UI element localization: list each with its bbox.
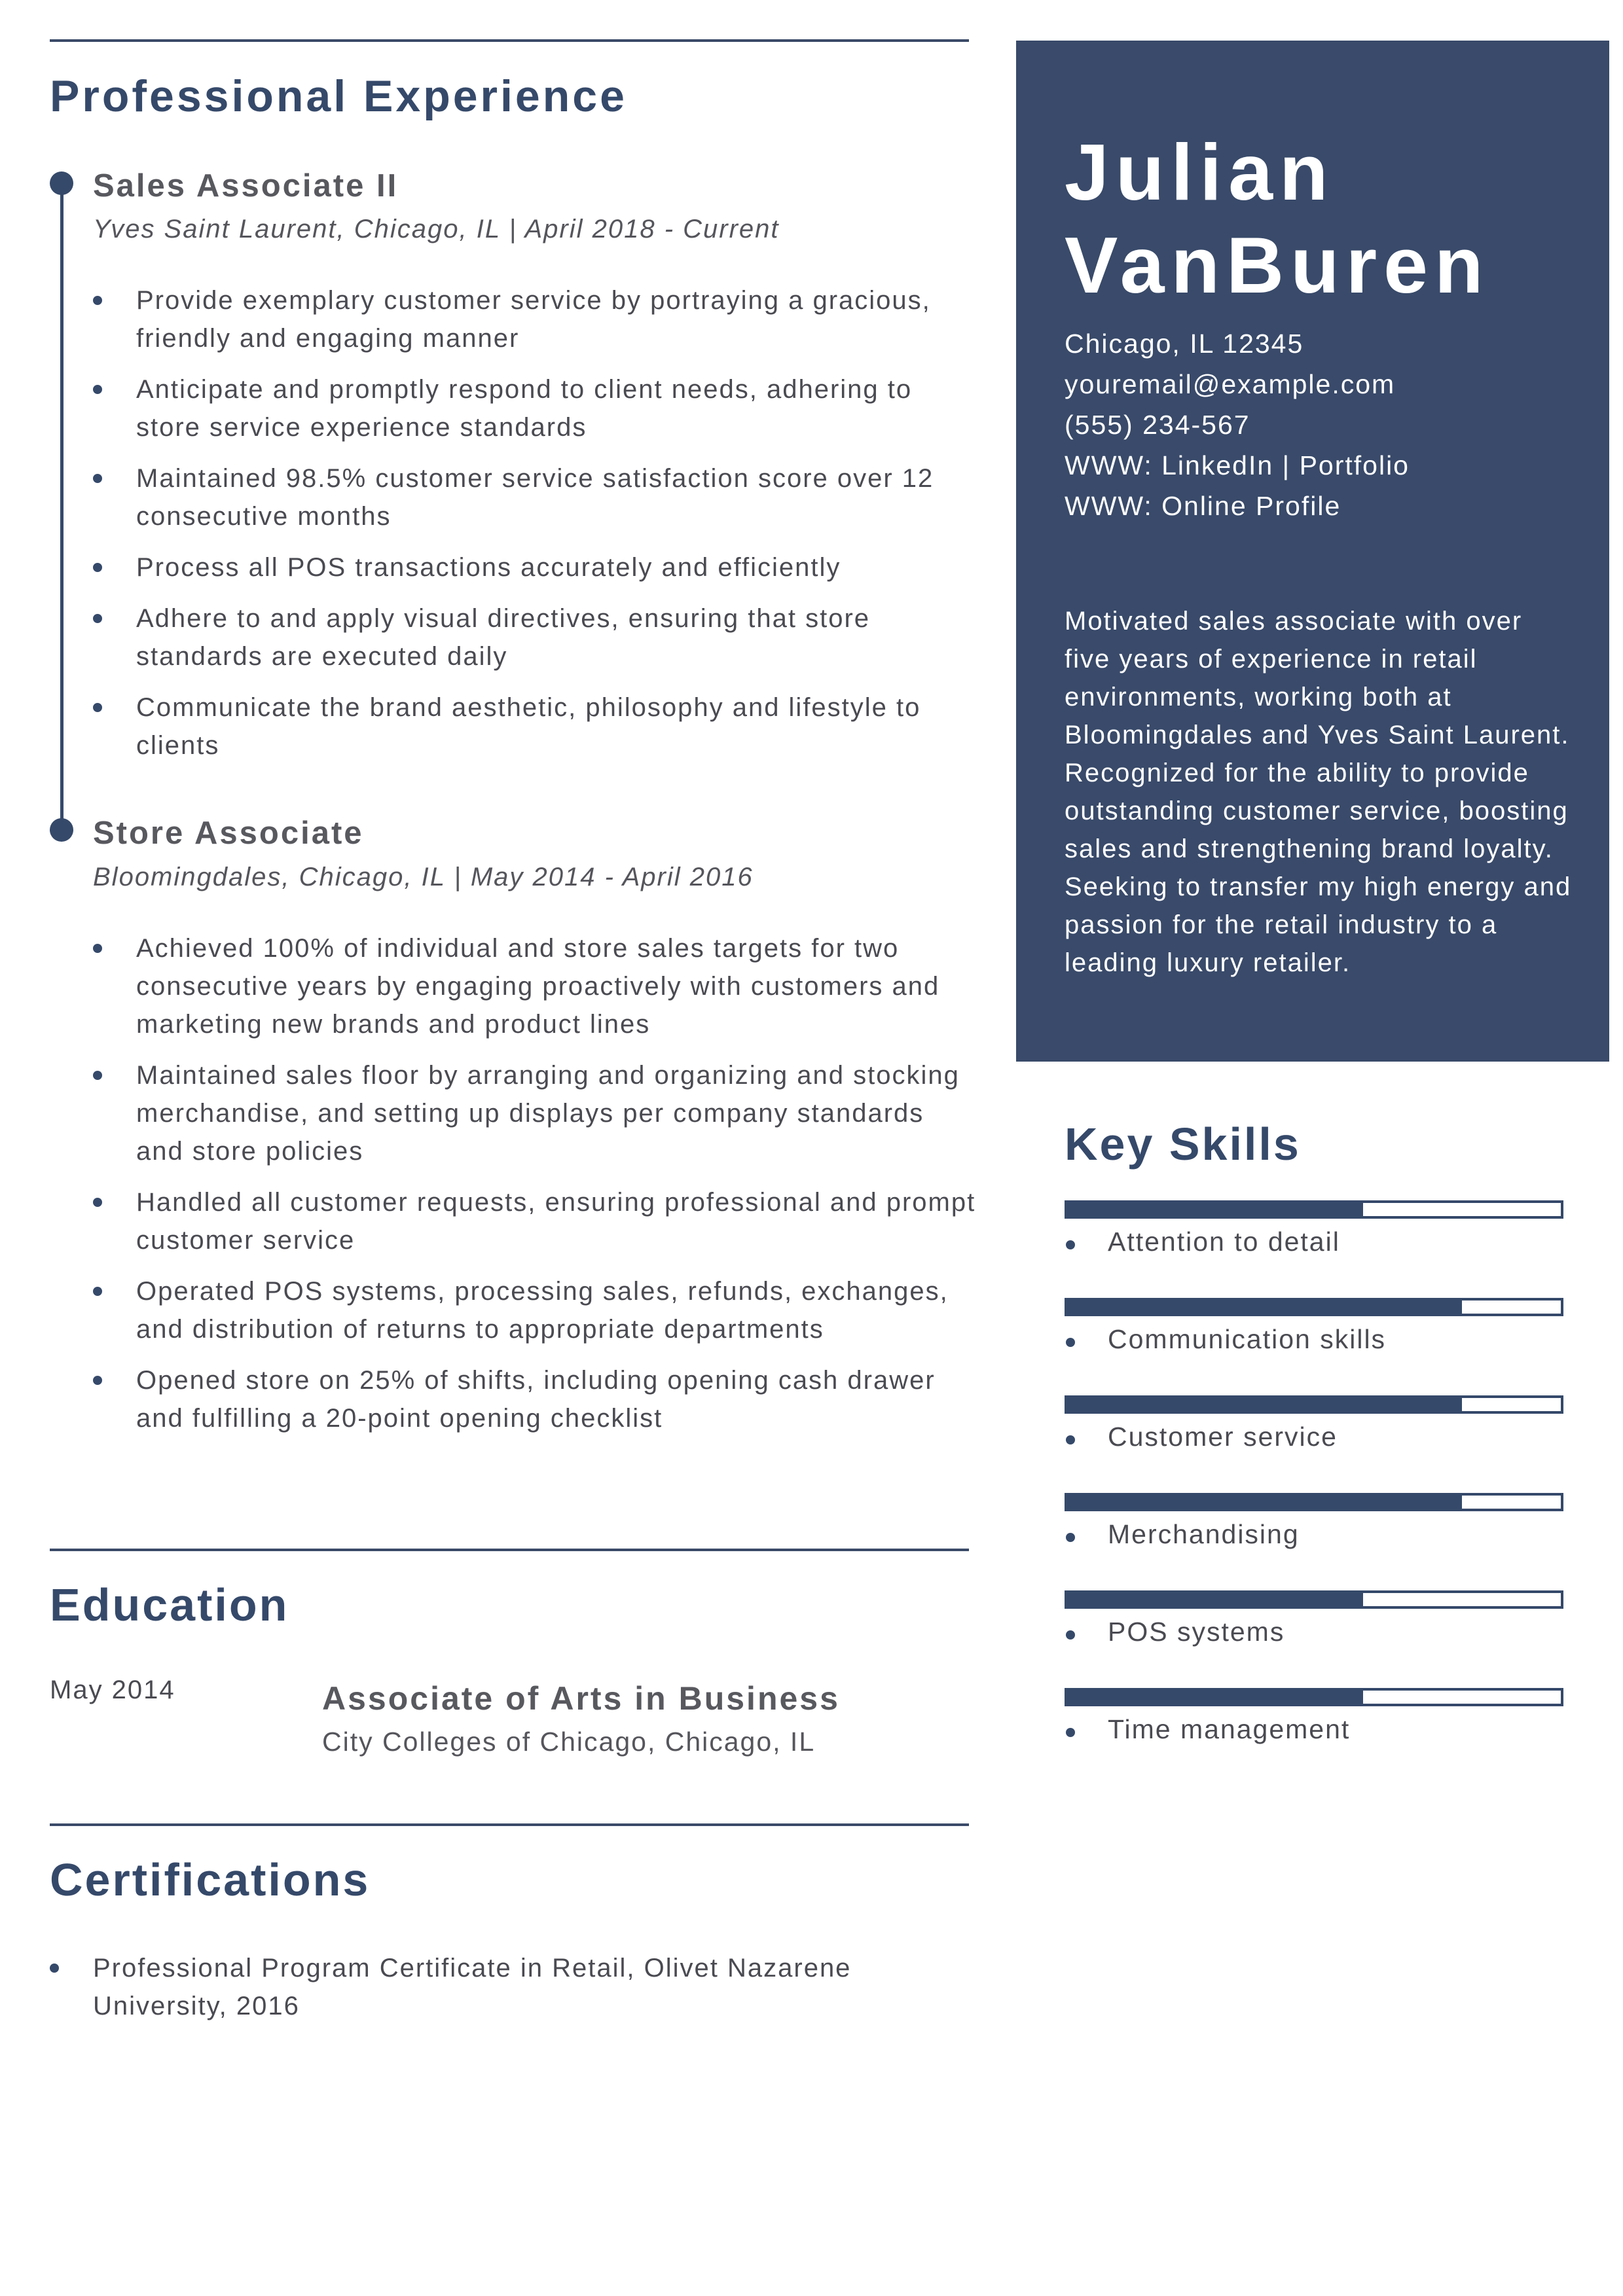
list-item: Process all POS transactions accurately and efficiently	[93, 548, 977, 586]
bullet-icon	[93, 1071, 102, 1080]
last-name: VanBuren	[1065, 221, 1490, 310]
bullet-icon	[93, 385, 102, 394]
education-rule	[50, 1549, 969, 1551]
timeline-dot-job-2	[50, 818, 73, 842]
education-date: May 2014	[50, 1676, 175, 1704]
skill-bar	[1065, 1590, 1563, 1609]
education-heading: Education	[50, 1579, 289, 1630]
job-location-dates: , Chicago, IL | April 2018 - Current	[337, 215, 780, 243]
experience-rule	[50, 39, 969, 42]
list-item: Handled all customer requests, ensuring professional and prompt customer service	[93, 1183, 977, 1259]
skill-bar	[1065, 1395, 1563, 1414]
job-employer-dates	[93, 215, 780, 244]
first-name: Julian	[1065, 128, 1335, 217]
header-sidebar	[1016, 41, 1609, 1062]
skill-item	[1065, 1688, 1563, 1780]
job-employer: Bloomingdales	[93, 863, 282, 891]
skill-bar-fill	[1067, 1593, 1363, 1606]
skill-item	[1065, 1590, 1563, 1682]
bullet-icon	[93, 1198, 102, 1207]
bullet-icon	[93, 703, 102, 712]
job-location-dates: , Chicago, IL | May 2014 - April 2016	[282, 863, 754, 891]
skill-label: Merchandising	[1108, 1519, 1300, 1549]
experience-heading: Professional Experience	[50, 71, 627, 121]
bullet-icon	[93, 474, 102, 483]
skill-bar	[1065, 1688, 1563, 1706]
job-employer-dates	[93, 863, 754, 892]
timeline-line	[60, 190, 64, 838]
education-degree: Associate of Arts in Business	[322, 1680, 840, 1717]
bullet-icon	[1066, 1435, 1075, 1444]
bullet-icon	[1066, 1338, 1075, 1347]
bullet-icon	[93, 563, 102, 572]
professional-summary: Motivated sales associate with over five years of experience in retail environments, working both at Bloomingdales and Yves Saint Laurent. Recognized for the ability to provide outstanding customer service, boosting sales and strengthening brand loyalty. Seeking to transfer my high energy and passion for the retail industry to a leading luxury retailer.	[1065, 607, 1572, 977]
bullet-icon	[1066, 1630, 1075, 1640]
education-school: City Colleges of Chicago, Chicago, IL	[322, 1727, 816, 1757]
job-employer: Yves Saint Laurent	[93, 215, 337, 243]
list-item: Adhere to and apply visual directives, ensuring that store standards are executed daily	[93, 600, 977, 675]
skill-label: Time management	[1108, 1714, 1351, 1744]
candidate-name	[1065, 126, 1490, 312]
bullet-icon	[1066, 1240, 1075, 1249]
skill-item	[1065, 1395, 1563, 1487]
contact-phone: (555) 234-567	[1065, 410, 1250, 440]
list-item: Maintained 98.5% customer service satisfaction score over 12 consecutive months	[93, 459, 977, 535]
skill-bar	[1065, 1200, 1563, 1219]
bullet-icon	[1066, 1533, 1075, 1542]
bullet-icon	[93, 614, 102, 623]
job-title: Sales Associate II	[93, 168, 399, 204]
bullet-icon	[93, 1287, 102, 1296]
skill-label: Attention to detail	[1108, 1227, 1340, 1257]
list-item: Achieved 100% of individual and store sales targets for two consecutive years by engaging proactively with customers and marketing new brands and product lines	[93, 929, 977, 1043]
skill-label: Customer service	[1108, 1422, 1338, 1452]
list-item: Maintained sales floor by arranging and organizing and stocking merchandise, and setting up displays per company standards and store policies	[93, 1056, 977, 1170]
skill-label: Communication skills	[1108, 1324, 1387, 1354]
skill-item	[1065, 1298, 1563, 1390]
list-item: Opened store on 25% of shifts, including opening cash drawer and fulfilling a 20-point opening checklist	[93, 1361, 977, 1437]
skill-bar	[1065, 1493, 1563, 1511]
bullet-icon	[93, 1376, 102, 1385]
bullet-icon	[1066, 1728, 1075, 1737]
list-item: Provide exemplary customer service by portraying a gracious, friendly and engaging manner	[93, 281, 977, 357]
list-item: Professional Program Certificate in Retail, Olivet Nazarene University, 2016	[50, 1949, 927, 2025]
skill-bar-fill	[1067, 1300, 1462, 1314]
list-item: Anticipate and promptly respond to client needs, adhering to store service experience standards	[93, 370, 977, 446]
list-item: Operated POS systems, processing sales, refunds, exchanges, and distribution of returns to appropriate departments	[93, 1272, 977, 1348]
skill-item	[1065, 1200, 1563, 1292]
certifications-rule	[50, 1823, 969, 1826]
skill-bar-fill	[1067, 1496, 1462, 1509]
skill-bar	[1065, 1298, 1563, 1316]
contact-location: Chicago, IL 12345	[1065, 329, 1304, 359]
skill-item	[1065, 1493, 1563, 1585]
skill-bar-fill	[1067, 1691, 1363, 1704]
certifications-heading: Certifications	[50, 1854, 371, 1905]
job-1-bullets	[93, 281, 977, 764]
contact-email[interactable]: youremail@example.com	[1065, 369, 1396, 399]
list-item: Communicate the brand aesthetic, philosophy and lifestyle to clients	[93, 689, 977, 764]
bullet-icon	[93, 944, 102, 953]
timeline-dot-job-1	[50, 171, 73, 195]
skill-bar-fill	[1067, 1398, 1462, 1411]
contact-profile[interactable]: WWW: Online Profile	[1065, 491, 1341, 521]
bullet-icon	[93, 296, 102, 305]
skill-bar-fill	[1067, 1203, 1363, 1216]
job-2-bullets	[93, 929, 977, 1437]
contact-block	[1065, 323, 1410, 526]
certifications-list	[50, 1949, 927, 2025]
job-title: Store Associate	[93, 816, 364, 851]
bullet-icon	[50, 1964, 59, 1973]
skills-heading: Key Skills	[1065, 1119, 1301, 1170]
contact-links[interactable]: WWW: LinkedIn | Portfolio	[1065, 450, 1410, 480]
skill-label: POS systems	[1108, 1617, 1285, 1647]
